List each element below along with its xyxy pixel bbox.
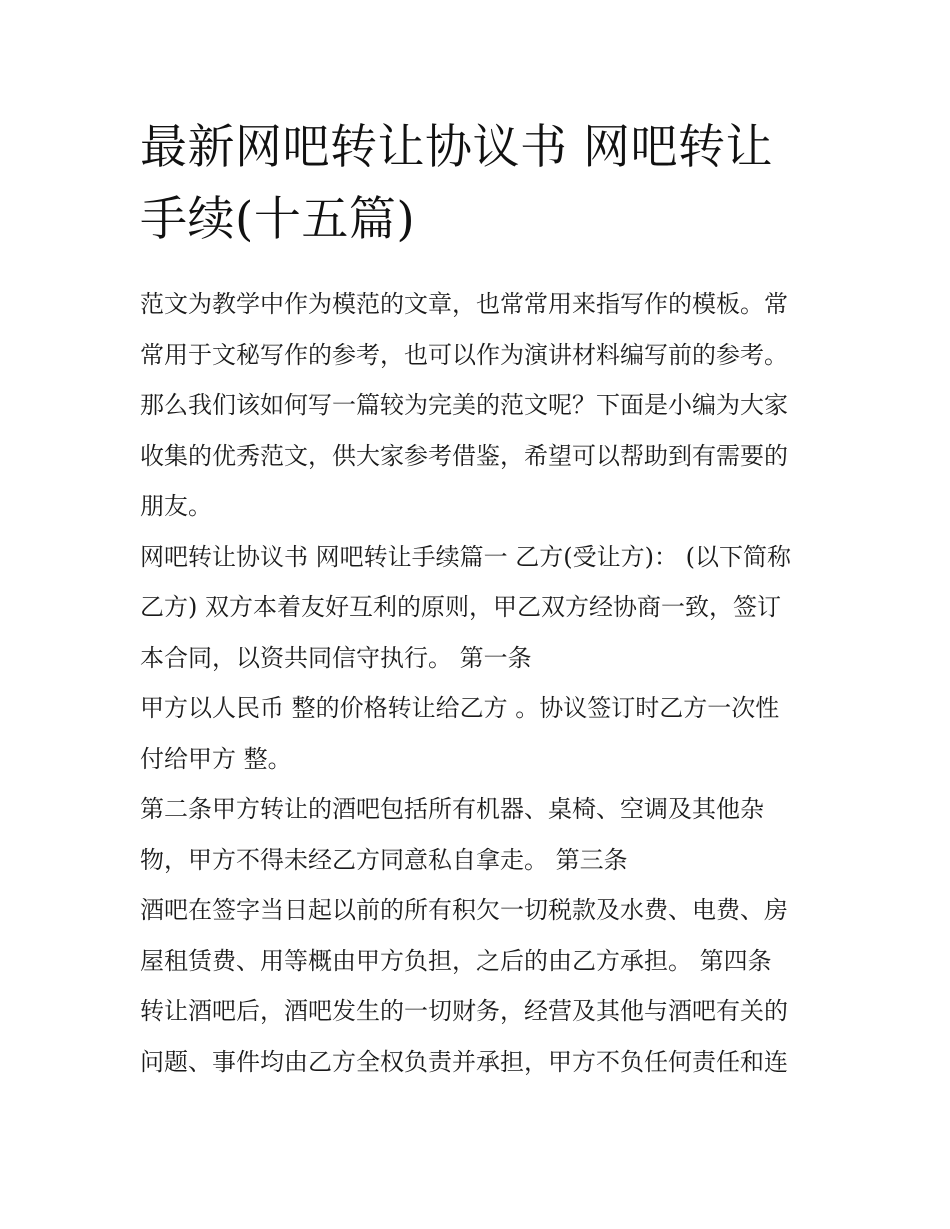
body-line: 酒吧在签字当日起以前的所有积欠一切税款及水费、电费、房 [140,896,788,924]
body-line: 网吧转让协议书 网吧转让手续篇一 乙方(受让方)： (以下简称 [140,542,791,571]
body-line: 乙方) 双方本着友好互利的原则，甲乙双方经协商一致，签订 [140,593,781,621]
body-line: 物，甲方不得未经乙方同意私自拿走。 第三条 [140,845,628,874]
body-line: 甲方以人民币 整的价格转让给乙方 。协议签订时乙方一次性 [140,694,780,722]
body-line: 那么我们该如何写一篇较为完美的范文呢？下面是小编为大家 [140,391,788,419]
title-line: 手续(十五篇) [140,192,416,247]
title-line: 最新网吧转让协议书 网吧转让 [140,120,773,175]
body-line: 常用于文秘写作的参考，也可以作为演讲材料编写前的参考。 [140,340,788,369]
body-line: 朋友。 [140,492,212,520]
body-line: 转让酒吧后，酒吧发生的一切财务，经营及其他与酒吧有关的 [140,997,788,1025]
body-line: 第二条甲方转让的酒吧包括所有机器、桌椅、空调及其他杂 [140,795,764,823]
body-line: 本合同，以资共同信守执行。 第一条 [140,643,532,672]
body-line: 付给甲方 整。 [140,744,292,773]
body-line: 问题、事件均由乙方全权负责并承担，甲方不负任何责任和连 [140,1047,788,1076]
document-title [140,112,820,256]
body-line: 范文为教学中作为模范的文章，也常常用来指写作的模板。常 [140,290,788,318]
body-line: 收集的优秀范文，供大家参考借鉴，希望可以帮助到有需要的 [140,441,788,470]
document-body [140,279,830,1087]
body-line: 屋租赁费、用等概由甲方负担，之后的由乙方承担。 第四条 [140,946,772,975]
